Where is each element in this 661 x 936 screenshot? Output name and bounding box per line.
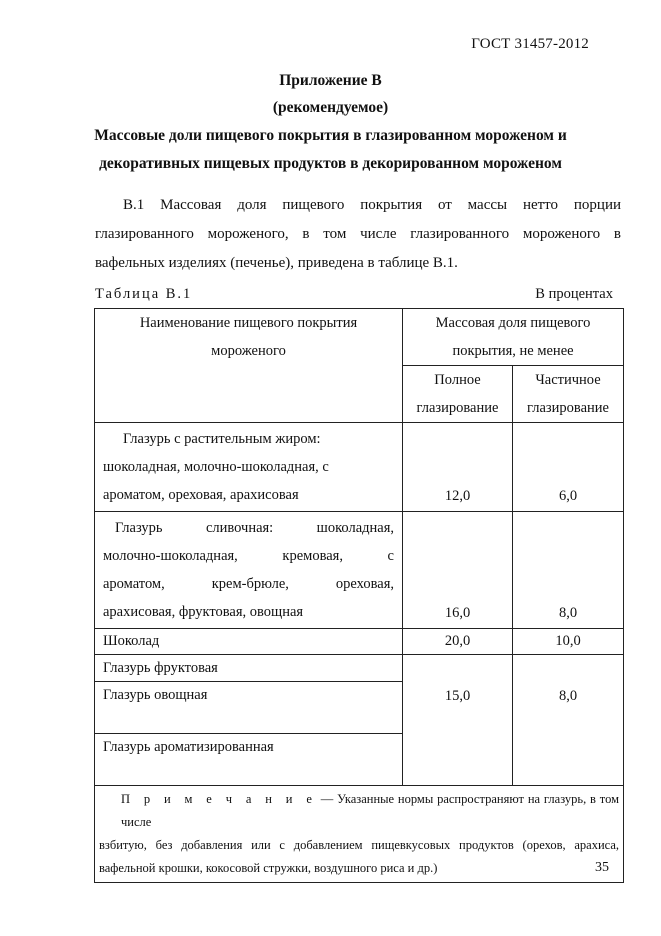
header-text: глазирование bbox=[527, 400, 609, 416]
cell-line: Глазурь сливочная: шоколадная, bbox=[115, 520, 394, 536]
table-note bbox=[95, 786, 624, 883]
group-partial-value: 8,0 bbox=[513, 655, 624, 786]
header-mass-fraction bbox=[403, 309, 624, 366]
full-value: 20,0 bbox=[403, 629, 513, 655]
cell-line: арахисовая, фруктовая, овощная bbox=[103, 604, 304, 620]
paragraph-line: вафельных изделиях (печенье), приведена в таблице В.1. bbox=[95, 255, 458, 271]
cell-line: ароматом, ореховая, арахисовая bbox=[103, 487, 299, 503]
header-empty-cell bbox=[95, 366, 403, 423]
table-row bbox=[95, 655, 624, 682]
coating-name: Глазурь фруктовая bbox=[95, 655, 403, 682]
cell-line: Глазурь с растительным жиром: bbox=[123, 431, 321, 447]
appendix-title: Приложение В bbox=[279, 72, 382, 89]
cell-line: ароматом, крем-брюле, ореховая, bbox=[103, 576, 394, 592]
table-row bbox=[95, 629, 624, 655]
header-text: Полное bbox=[434, 372, 481, 388]
header-text: глазирование bbox=[416, 400, 499, 416]
table-header-row bbox=[95, 309, 624, 366]
header-text: Частичное bbox=[535, 372, 601, 388]
cell-line: молочно-шоколадная, кремовая, с bbox=[103, 548, 394, 564]
coating-table bbox=[94, 308, 624, 883]
coating-name: Шоколад bbox=[95, 629, 403, 655]
cell-line: шоколадная, молочно-шоколадная, с bbox=[103, 459, 329, 475]
header-text: покрытия, не менее bbox=[452, 343, 574, 359]
appendix-status: (рекомендуемое) bbox=[272, 99, 389, 116]
coating-name: Глазурь овощная bbox=[95, 682, 403, 734]
appendix-heading-line1: Массовые доли пищевого покрытия в глазированном мороженом и bbox=[94, 127, 567, 144]
note-line bbox=[99, 788, 619, 834]
header-text: мороженого bbox=[211, 343, 286, 359]
appendix-heading-line2: декоративных пищевых продуктов в декорированном мороженом bbox=[99, 155, 562, 172]
coating-name bbox=[95, 512, 403, 629]
header-text: Наименование пищевого покрытия bbox=[139, 315, 358, 331]
group-full-value: 15,0 bbox=[403, 655, 513, 786]
coating-name: Глазурь ароматизированная bbox=[95, 734, 403, 786]
note-line: взбитую, без добавления или с добавлением пищевкусовых продуктов (орехов, арахиса, bbox=[99, 838, 620, 852]
table-unit: В процентах bbox=[535, 286, 613, 302]
full-value: 12,0 bbox=[403, 423, 513, 512]
note-line: вафельной крошки, кокосовой стружки, воздушного риса и др.) bbox=[99, 861, 438, 875]
header-coating-name bbox=[95, 309, 403, 366]
partial-value: 8,0 bbox=[513, 512, 624, 629]
intro-paragraph bbox=[95, 191, 621, 278]
paragraph-line: В.1 Массовая доля пищевого покрытия от массы нетто порции bbox=[123, 197, 621, 213]
partial-value: 6,0 bbox=[513, 423, 624, 512]
full-value: 16,0 bbox=[403, 512, 513, 629]
table-row bbox=[95, 512, 624, 629]
header-partial-glazing bbox=[513, 366, 624, 423]
note-text: — Указанные нормы распространяют на глазурь, в том числе bbox=[121, 792, 620, 829]
note-prefix: П р и м е ч а н и е bbox=[121, 792, 317, 806]
page-number: 35 bbox=[595, 860, 609, 875]
table-note-row bbox=[95, 786, 624, 883]
table-row bbox=[95, 423, 624, 512]
partial-value: 10,0 bbox=[513, 629, 624, 655]
table-label: Таблица В.1 bbox=[95, 286, 193, 302]
table-subheader-row bbox=[95, 366, 624, 423]
standard-number: ГОСТ 31457-2012 bbox=[471, 36, 589, 52]
header-text: Массовая доля пищевого bbox=[435, 315, 591, 331]
header-full-glazing bbox=[403, 366, 513, 423]
coating-name bbox=[95, 423, 403, 512]
paragraph-line: глазированного мороженого, в том числе глазированного мороженого в bbox=[95, 226, 621, 242]
